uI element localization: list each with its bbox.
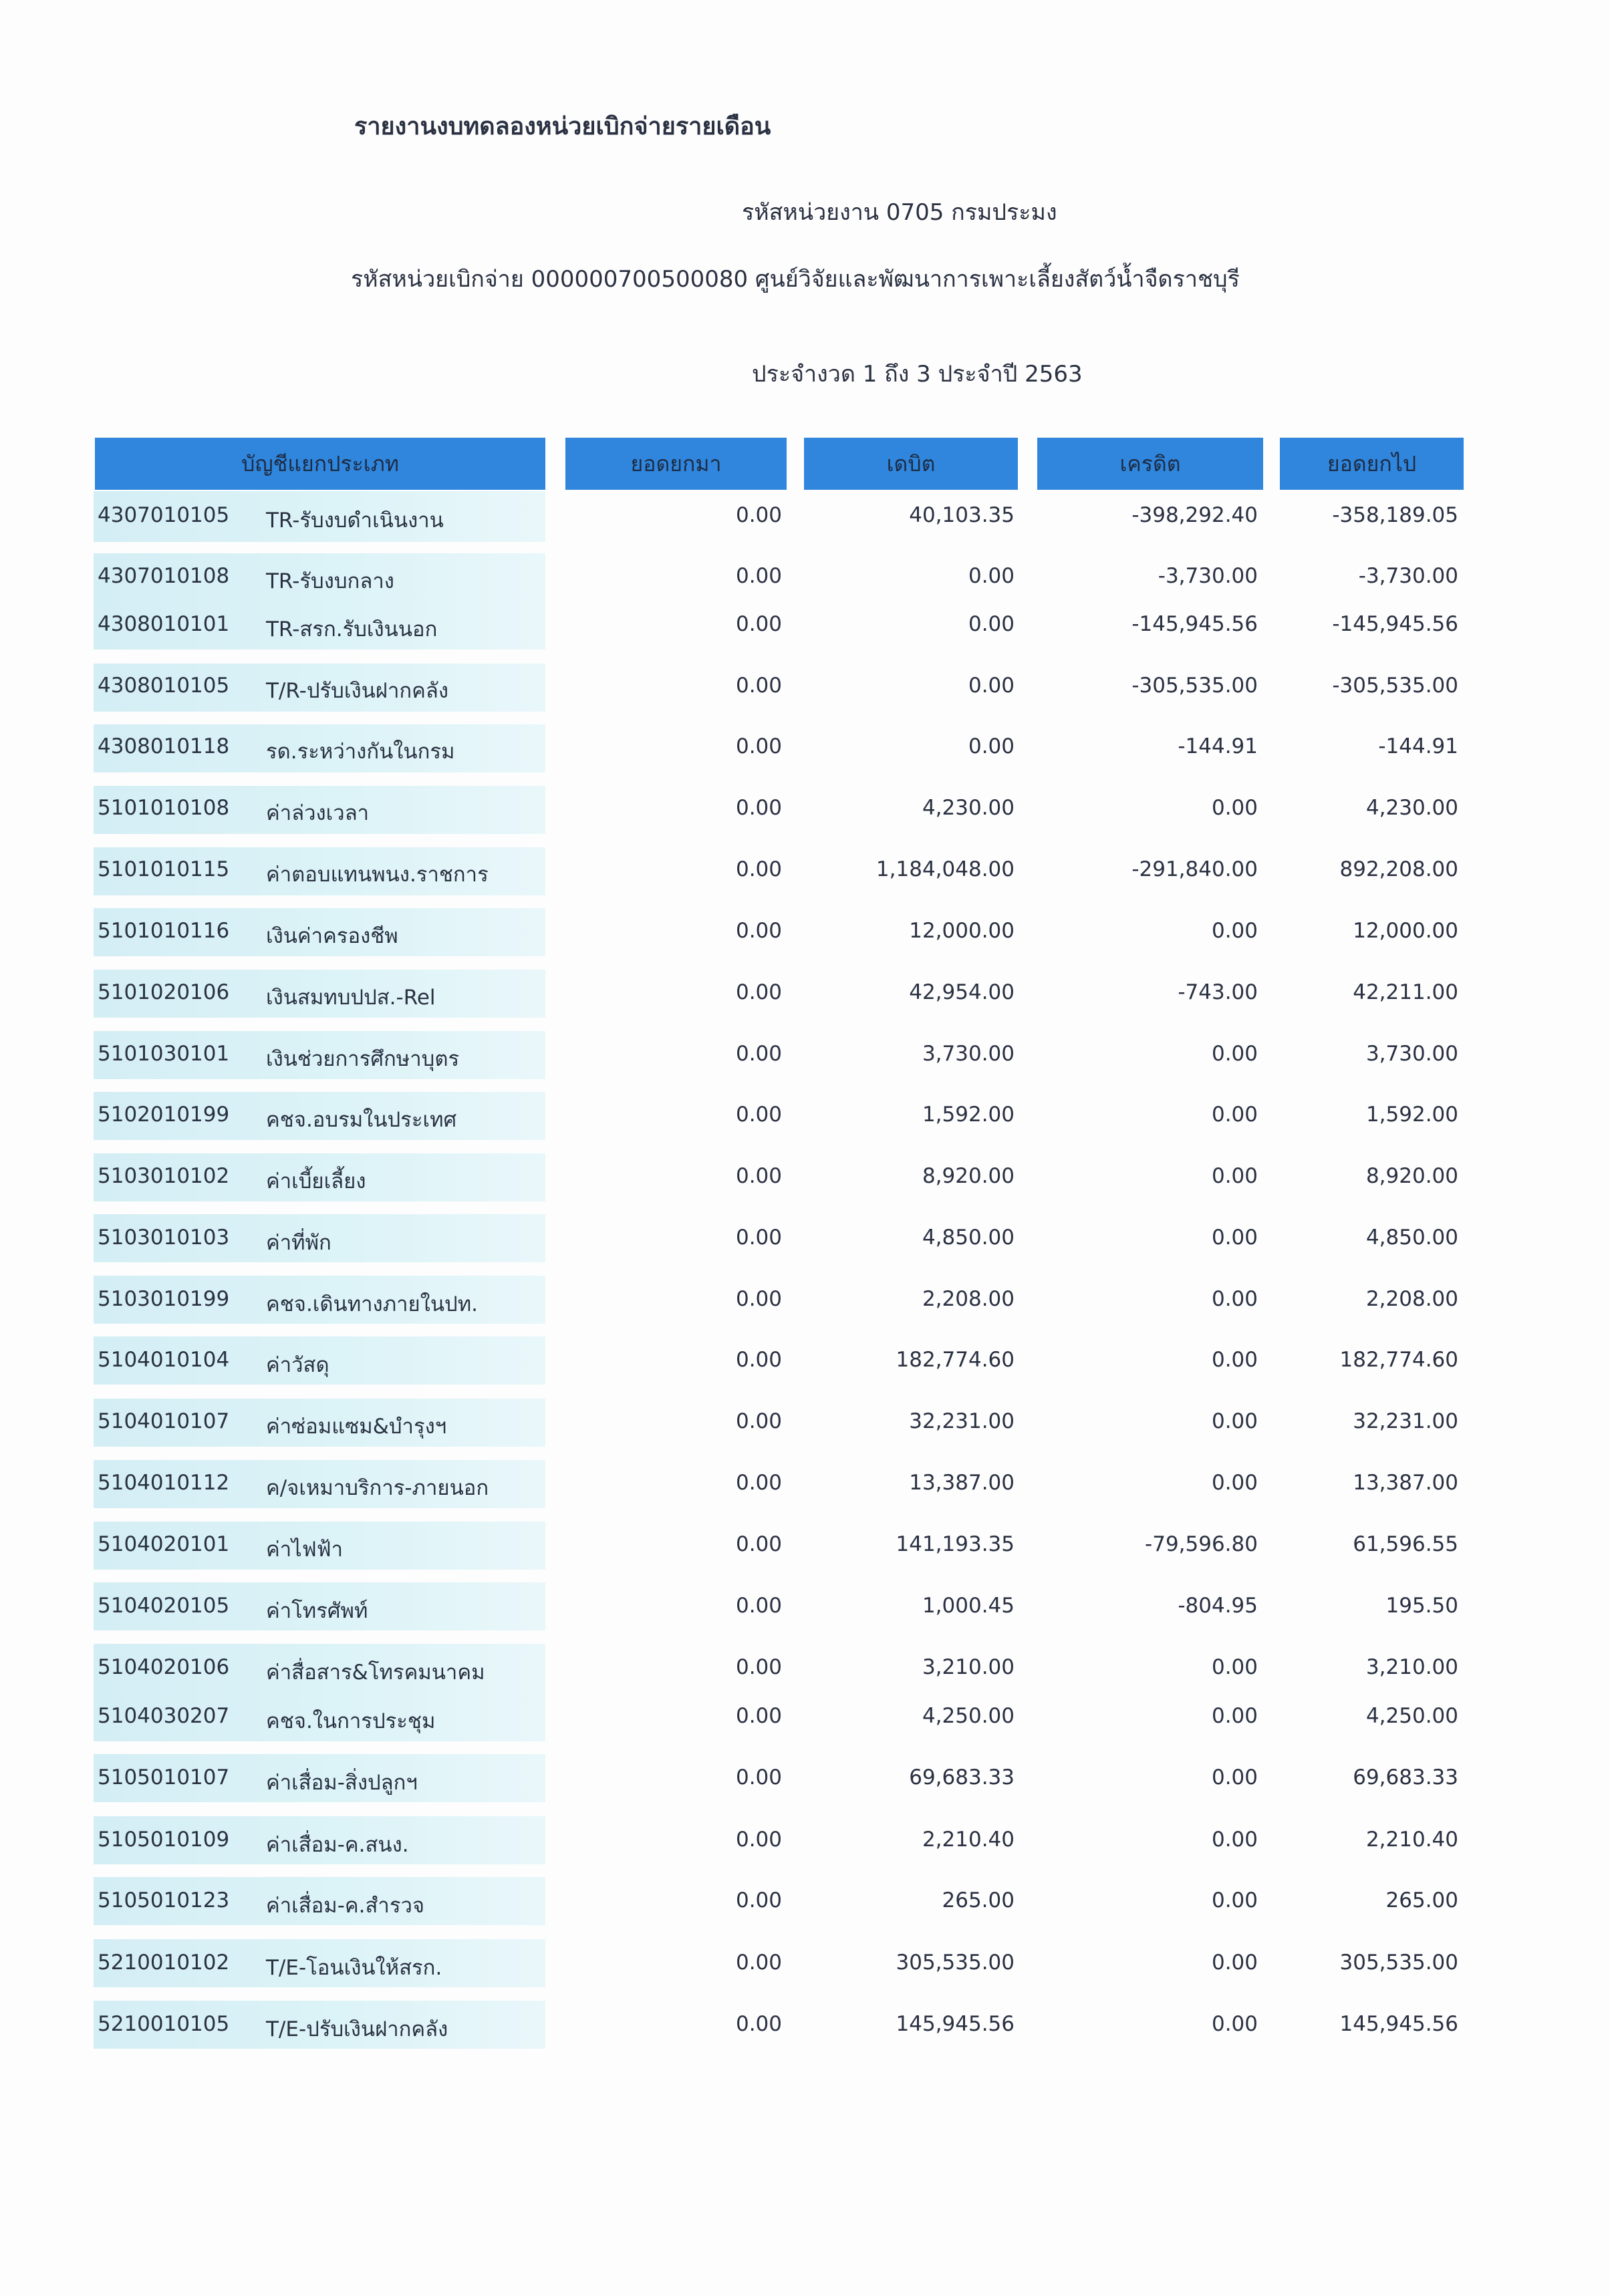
account-code: 4308010118 <box>98 734 230 758</box>
account-code: 5103010103 <box>98 1226 230 1250</box>
carried-forward-value: 1,592.00 <box>1365 1103 1458 1127</box>
carried-forward-value: 182,774.60 <box>1339 1348 1458 1372</box>
carried-forward-value: 2,210.40 <box>1365 1828 1458 1852</box>
account-name: เงินค่าครองชีพ <box>266 924 398 948</box>
credit-value: 0.00 <box>1211 1888 1258 1912</box>
credit-value: 0.00 <box>1211 1655 1258 1679</box>
account-name: คชจ.ในการประชุม <box>266 1709 436 1733</box>
brought-forward-value: 0.00 <box>735 1409 782 1433</box>
debit-value: 8,920.00 <box>922 1164 1015 1188</box>
report-title: รายงานงบทดลองหน่วยเบิกจ่ายรายเดือน <box>354 113 771 140</box>
credit-value: -79,596.80 <box>1145 1532 1258 1556</box>
account-name: T/E-โอนเงินให้สรก. <box>266 1956 442 1980</box>
account-code: 4307010108 <box>98 564 230 588</box>
account-name: TR-รับงบกลาง <box>266 569 394 593</box>
account-name: ค่าเสื่อม-ค.สนง. <box>266 1833 409 1857</box>
account-code: 5103010199 <box>98 1287 230 1311</box>
carried-forward-value: 3,730.00 <box>1365 1042 1458 1066</box>
brought-forward-value: 0.00 <box>735 1348 782 1372</box>
period-line: ประจำงวด 1 ถึง 3 ประจำปี 2563 <box>752 361 1083 388</box>
credit-value: 0.00 <box>1211 1951 1258 1975</box>
account-code: 5105010107 <box>98 1765 230 1789</box>
carried-forward-value: -144.91 <box>1378 734 1458 758</box>
carried-forward-value: 4,230.00 <box>1365 796 1458 820</box>
account-code: 5104010104 <box>98 1348 230 1372</box>
brought-forward-value: 0.00 <box>735 857 782 881</box>
brought-forward-value: 0.00 <box>735 1828 782 1852</box>
carried-forward-value: 13,387.00 <box>1353 1471 1458 1495</box>
account-code: 5104010107 <box>98 1409 230 1433</box>
brought-forward-value: 0.00 <box>735 1287 782 1311</box>
debit-value: 1,184,048.00 <box>876 857 1015 881</box>
account-code: 5101030101 <box>98 1042 230 1066</box>
brought-forward-value: 0.00 <box>735 564 782 588</box>
debit-value: 145,945.56 <box>896 2012 1015 2036</box>
debit-value: 13,387.00 <box>909 1471 1015 1495</box>
brought-forward-value: 0.00 <box>735 1042 782 1066</box>
account-code: 5104030207 <box>98 1704 230 1728</box>
credit-value: 0.00 <box>1211 796 1258 820</box>
column-header-brought-forward: ยอดยกมา <box>565 438 787 490</box>
carried-forward-value: 3,210.00 <box>1365 1655 1458 1679</box>
carried-forward-value: -358,189.05 <box>1332 503 1458 527</box>
brought-forward-value: 0.00 <box>735 1532 782 1556</box>
credit-value: 0.00 <box>1211 1348 1258 1372</box>
debit-value: 1,592.00 <box>922 1103 1015 1127</box>
account-name: ค่าตอบแทนพนง.ราชการ <box>266 863 489 887</box>
account-code: 5210010102 <box>98 1951 230 1975</box>
brought-forward-value: 0.00 <box>735 1704 782 1728</box>
debit-value: 182,774.60 <box>896 1348 1015 1372</box>
credit-value: 0.00 <box>1211 1765 1258 1789</box>
debit-value: 0.00 <box>968 674 1015 698</box>
debit-value: 3,210.00 <box>922 1655 1015 1679</box>
carried-forward-value: 195.50 <box>1385 1594 1458 1618</box>
debit-value: 265.00 <box>942 1888 1015 1912</box>
account-name: ค่าไฟฟ้า <box>266 1538 344 1562</box>
account-name: ค่าสื่อสาร&โทรคมนาคม <box>266 1661 485 1685</box>
column-header-debit: เดบิต <box>804 438 1018 490</box>
credit-value: -145,945.56 <box>1131 612 1258 636</box>
account-name: ค่าเบี้ยเลี้ยง <box>266 1169 366 1193</box>
credit-value: -291,840.00 <box>1131 857 1258 881</box>
carried-forward-value: 4,250.00 <box>1365 1704 1458 1728</box>
debit-value: 4,230.00 <box>922 796 1015 820</box>
carried-forward-value: 42,211.00 <box>1353 980 1458 1004</box>
debit-value: 0.00 <box>968 734 1015 758</box>
credit-value: 0.00 <box>1211 1828 1258 1852</box>
debit-value: 4,850.00 <box>922 1226 1015 1250</box>
debit-value: 42,954.00 <box>909 980 1015 1004</box>
credit-value: -743.00 <box>1178 980 1258 1004</box>
brought-forward-value: 0.00 <box>735 1226 782 1250</box>
credit-value: 0.00 <box>1211 1471 1258 1495</box>
account-code: 5101010108 <box>98 796 230 820</box>
account-name: ค่าวัสดุ <box>266 1353 329 1377</box>
account-name: TR-รับงบดำเนินงาน <box>266 509 444 533</box>
brought-forward-value: 0.00 <box>735 2012 782 2036</box>
credit-value: 0.00 <box>1211 1226 1258 1250</box>
account-name: ค่าโทรศัพท์ <box>266 1599 368 1623</box>
account-name: คชจ.อบรมในประเทศ <box>266 1108 457 1132</box>
credit-value: -804.95 <box>1178 1594 1258 1618</box>
carried-forward-value: 69,683.33 <box>1353 1765 1458 1789</box>
account-name: เงินช่วยการศึกษาบุตร <box>266 1047 460 1071</box>
carried-forward-value: 145,945.56 <box>1339 2012 1458 2036</box>
account-name: T/E-ปรับเงินฝากคลัง <box>266 2017 448 2041</box>
account-name: ค่าเสื่อม-ค.สำรวจ <box>266 1894 425 1918</box>
brought-forward-value: 0.00 <box>735 1103 782 1127</box>
debit-value: 4,250.00 <box>922 1704 1015 1728</box>
brought-forward-value: 0.00 <box>735 1164 782 1188</box>
debit-value: 141,193.35 <box>896 1532 1015 1556</box>
brought-forward-value: 0.00 <box>735 1655 782 1679</box>
carried-forward-value: 12,000.00 <box>1353 919 1458 943</box>
column-header-carried-forward: ยอดยกไป <box>1280 438 1464 490</box>
account-code: 5104010112 <box>98 1471 230 1495</box>
carried-forward-value: -305,535.00 <box>1332 674 1458 698</box>
brought-forward-value: 0.00 <box>735 796 782 820</box>
credit-value: 0.00 <box>1211 1042 1258 1066</box>
carried-forward-value: 61,596.55 <box>1353 1532 1458 1556</box>
debit-value: 2,208.00 <box>922 1287 1015 1311</box>
carried-forward-value: 305,535.00 <box>1339 1951 1458 1975</box>
credit-value: -398,292.40 <box>1131 503 1258 527</box>
account-code: 4308010105 <box>98 674 230 698</box>
brought-forward-value: 0.00 <box>735 980 782 1004</box>
credit-value: -144.91 <box>1178 734 1258 758</box>
credit-value: 0.00 <box>1211 1287 1258 1311</box>
credit-value: 0.00 <box>1211 1409 1258 1433</box>
credit-value: 0.00 <box>1211 2012 1258 2036</box>
brought-forward-value: 0.00 <box>735 1471 782 1495</box>
debit-value: 0.00 <box>968 564 1015 588</box>
credit-value: 0.00 <box>1211 1164 1258 1188</box>
column-header-account: บัญชีแยกประเภท <box>95 438 545 490</box>
account-name: ค่าซ่อมแซม&บำรุงฯ <box>266 1415 447 1439</box>
credit-value: 0.00 <box>1211 1704 1258 1728</box>
disbursing-unit-line: รหัสหน่วยเบิกจ่าย 000000700500080 ศูนย์วิจัยและพัฒนาการเพาะเลี้ยงสัตว์น้ำจืดราชบุรี <box>351 266 1240 293</box>
credit-value: -3,730.00 <box>1158 564 1258 588</box>
column-header-credit: เครดิต <box>1037 438 1263 490</box>
account-name: ค่าล่วงเวลา <box>266 801 370 825</box>
debit-value: 1,000.45 <box>922 1594 1015 1618</box>
carried-forward-value: -145,945.56 <box>1332 612 1458 636</box>
account-name: ค่าเสื่อม-สิ่งปลูกฯ <box>266 1771 418 1795</box>
brought-forward-value: 0.00 <box>735 919 782 943</box>
brought-forward-value: 0.00 <box>735 674 782 698</box>
debit-value: 2,210.40 <box>922 1828 1015 1852</box>
credit-value: 0.00 <box>1211 919 1258 943</box>
credit-value: 0.00 <box>1211 1103 1258 1127</box>
account-code: 5101010116 <box>98 919 230 943</box>
account-code: 5101010115 <box>98 857 230 881</box>
account-code: 5105010123 <box>98 1888 230 1912</box>
carried-forward-value: 8,920.00 <box>1365 1164 1458 1188</box>
account-code: 5104020106 <box>98 1655 230 1679</box>
carried-forward-value: 4,850.00 <box>1365 1226 1458 1250</box>
carried-forward-value: 32,231.00 <box>1353 1409 1458 1433</box>
account-code: 4308010101 <box>98 612 230 636</box>
debit-value: 0.00 <box>968 612 1015 636</box>
brought-forward-value: 0.00 <box>735 1951 782 1975</box>
account-code: 5102010199 <box>98 1103 230 1127</box>
brought-forward-value: 0.00 <box>735 612 782 636</box>
account-code: 5101020106 <box>98 980 230 1004</box>
debit-value: 69,683.33 <box>909 1765 1015 1789</box>
account-code: 5104020105 <box>98 1594 230 1618</box>
department-line: รหัสหน่วยงาน 0705 กรมประมง <box>742 199 1057 226</box>
carried-forward-value: -3,730.00 <box>1358 564 1458 588</box>
account-name: ค/จเหมาบริการ-ภายนอก <box>266 1476 489 1500</box>
account-code: 5104020101 <box>98 1532 230 1556</box>
brought-forward-value: 0.00 <box>735 1888 782 1912</box>
account-name: ค่าที่พัก <box>266 1231 331 1255</box>
brought-forward-value: 0.00 <box>735 1594 782 1618</box>
carried-forward-value: 2,208.00 <box>1365 1287 1458 1311</box>
account-code: 5103010102 <box>98 1164 230 1188</box>
debit-value: 12,000.00 <box>909 919 1015 943</box>
brought-forward-value: 0.00 <box>735 503 782 527</box>
debit-value: 305,535.00 <box>896 1951 1015 1975</box>
account-name: รด.ระหว่างกันในกรม <box>266 740 455 764</box>
debit-value: 3,730.00 <box>922 1042 1015 1066</box>
account-code: 5210010105 <box>98 2012 230 2036</box>
debit-value: 40,103.35 <box>909 503 1015 527</box>
account-name: TR-สรก.รับเงินนอก <box>266 617 438 641</box>
credit-value: -305,535.00 <box>1131 674 1258 698</box>
account-code: 4307010105 <box>98 503 230 527</box>
debit-value: 32,231.00 <box>909 1409 1015 1433</box>
account-name: คชจ.เดินทางภายในปท. <box>266 1292 478 1316</box>
carried-forward-value: 265.00 <box>1385 1888 1458 1912</box>
account-name: T/R-ปรับเงินฝากคลัง <box>266 679 448 703</box>
brought-forward-value: 0.00 <box>735 1765 782 1789</box>
carried-forward-value: 892,208.00 <box>1339 857 1458 881</box>
account-name: เงินสมทบปปส.-Rel <box>266 986 436 1010</box>
account-code: 5105010109 <box>98 1828 230 1852</box>
brought-forward-value: 0.00 <box>735 734 782 758</box>
